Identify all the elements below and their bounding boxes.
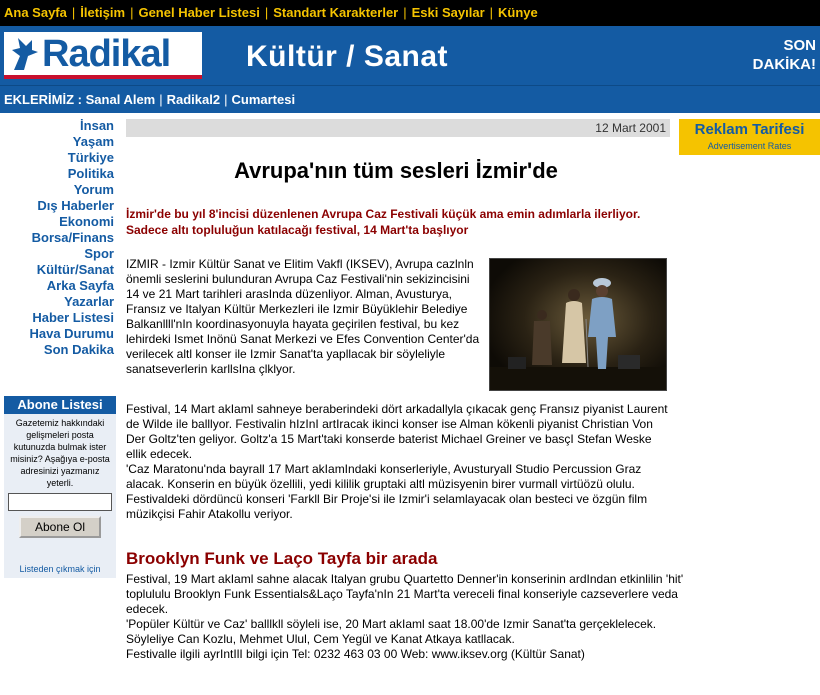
- radikal-logo[interactable]: [4, 32, 202, 79]
- ekler-cumartesi[interactable]: Cumartesi: [231, 92, 296, 107]
- article-lead: İzmir'de bu yıl 8'incisi düzenlenen Avrupa Caz Festivali küçük ama emin adımlarla ilerliyor. Sadece altı topluluğun katılacağı festival, 14 Mart'ta başlıyor: [126, 207, 641, 237]
- nav-ana-sayfa[interactable]: Ana Sayfa: [4, 5, 67, 20]
- concert-photo: [489, 258, 667, 391]
- ekler-sanal-alem[interactable]: Sanal Alem: [85, 92, 156, 107]
- email-field[interactable]: [8, 493, 112, 511]
- subscription-title: Abone Listesi: [4, 396, 116, 414]
- son-dakika-line1: SON: [783, 37, 816, 54]
- sidebar-item-spor[interactable]: Spor: [84, 246, 114, 261]
- sidebar-item-yasam[interactable]: Yaşam: [72, 134, 114, 149]
- article-date: 12 Mart 2001: [595, 121, 666, 135]
- supplements-bar: EKLERİMİZ : Sanal Alem | Radikal2 | Cumartesi: [0, 85, 820, 113]
- sidebar-item-politika[interactable]: Politika: [67, 166, 114, 181]
- subscribe-button[interactable]: Abone Ol: [19, 516, 101, 538]
- site-header: [0, 26, 820, 85]
- sidebar-item-arka-sayfa[interactable]: Arka Sayfa: [46, 278, 114, 293]
- article-paragraph: 'Caz Maratonu'nda bayrall 17 Mart akIamIndaki konserleriyle, Avusturyall Studio Percussion Graz alacak. Konserin en büyük özellili, yedi kililik gruptaki altl müzisyenin birer vurmall virtüözü olulu. Festivaldeki dördüncü konseri 'Farkll Bir Proje'si ile Izmir'i selamlayacak olan besteci ve özgün film müzikçisi Fahir Atakollu veriyor.: [126, 462, 648, 521]
- ad-rates-button[interactable]: [679, 119, 820, 155]
- sidebar-item-haber-listesi[interactable]: Haber Listesi: [32, 310, 114, 325]
- nav-genel-haber-listesi[interactable]: Genel Haber Listesi: [138, 5, 260, 20]
- concert-photo-image: [490, 259, 667, 391]
- article-paragraph: Festivalle ilgili ayrIntIlI bilgi için Tel: 0232 463 03 00 Web: www.iksev.org (Kültür Sanat): [126, 647, 585, 661]
- article-body-intro: IZMIR - Izmir Kültür Sanat ve Elitim Vakfl (IKSEV), Avrupa cazlnln önemli seslerini bulunduran Avrupa Caz Festivali'nin sekizincisini 14 ve 21 Mart tarihleri arasInda düzenliyor. Alman, Avusturya, Fransız ve Italyan Kültür Merkezleri ile Izmir Büyüklehir Belediye Balkanllll'nIn koordinasyonuyla hayata geçirilen festival, bu kez lehirdeki Ismet Inönü Sanat Merkezi ve Efes Convention Center'da verilecek altl konser ile Izmir Sanat'ta yapllacak bir söyleliyle sanatseverlerin karllsIna çlklyor.: [126, 257, 480, 376]
- article-paragraph: 'Popüler Kültür ve Caz' balllkll söyleli ise, 20 Mart akIaml saat 18.00'de Izmir Sanat'ta gerçeklelecek. Söyleliye Can Kozlu, Mehmet Ulul, Cem Yegül ve Kanat Atkaya katllacak.: [126, 617, 657, 646]
- sidebar-item-kultur-sanat[interactable]: Kültür/Sanat: [36, 262, 114, 277]
- nav-iletisim[interactable]: İletişim: [80, 5, 126, 20]
- ekler-radikal2[interactable]: Radikal2: [166, 92, 221, 107]
- article-paragraph: Festival, 14 Mart akIaml sahneye beraberindeki dört arkadallyla çıkacak genç Fransız piyanist Laurent de Wilde ile balllyor. Festivalin hIzInI artIracak ikinci konser ise Alman kökenli piyanist Christian Von Der Goltz'ten geliyor. Goltz'a 15 Mart'taki konserde baterist Michael Greiner ve basçI Stefan Weske ellik edecek.: [126, 402, 668, 461]
- ekler-label: EKLERİMİZ :: [4, 92, 82, 107]
- sidebar-item-borsa-finans[interactable]: Borsa/Finans: [31, 230, 114, 245]
- sidebar-item-yorum[interactable]: Yorum: [73, 182, 114, 197]
- logo-text: Radikal: [42, 33, 171, 75]
- sidebar-item-hava-durumu[interactable]: Hava Durumu: [29, 326, 114, 341]
- sidebar-item-insan[interactable]: İnsan: [80, 118, 114, 133]
- ad-rates-subtitle: Advertisement Rates: [707, 141, 792, 151]
- top-nav: Ana Sayfa | İletişim | Genel Haber Listesi | Standart Karakterler | Eski Sayılar | Künye: [0, 0, 820, 26]
- sidebar-item-dis-haberler[interactable]: Dış Haberler: [37, 198, 114, 213]
- article-paragraph: Festival, 19 Mart akIaml sahne alacak Italyan grubu Quartetto Denner'in konserinin ardIndan etkinlilin 'hit' toplululu Brooklyn Funk Essentials&Laço Tayfa'nIn 21 Mart'ta vereceli final konseriyle cazseverlere veda edecek.: [126, 572, 684, 616]
- sidebar-item-son-dakika[interactable]: Son Dakika: [43, 342, 114, 357]
- sidebar-item-ekonomi[interactable]: Ekonomi: [59, 214, 114, 229]
- unsubscribe-link[interactable]: Listeden çıkmak için: [19, 564, 101, 574]
- subscription-description: Gazetemiz hakkındaki gelişmeleri posta kutunuzda bulmak ister misiniz? Aşağıya e-posta adresinizi yazmanız yeterli.: [10, 418, 110, 488]
- article-body-main: [126, 402, 674, 522]
- bird-logo-icon: [10, 36, 40, 72]
- nav-standart-karakterler[interactable]: Standart Karakterler: [273, 5, 399, 20]
- article-headline: Avrupa'nın tüm sesleri İzmir'de: [234, 158, 558, 183]
- son-dakika-line2: DAKİKA!: [752, 56, 816, 73]
- sidebar-item-turkiye[interactable]: Türkiye: [67, 150, 114, 165]
- nav-kunye[interactable]: Künye: [498, 5, 538, 20]
- article-body-end: [126, 572, 686, 662]
- nav-eski-sayilar[interactable]: Eski Sayılar: [411, 5, 485, 20]
- date-bar: [126, 119, 670, 137]
- article-subhead: Brooklyn Funk ve Laço Tayfa bir arada: [126, 549, 438, 568]
- subscription-box: [4, 396, 116, 578]
- section-title: Kültür / Sanat: [246, 40, 449, 73]
- ad-rates-title: Reklam Tarifesi: [694, 121, 805, 138]
- sidebar-item-yazarlar[interactable]: Yazarlar: [64, 294, 114, 309]
- son-dakika-link[interactable]: [753, 36, 816, 74]
- sidebar-nav: [0, 118, 116, 358]
